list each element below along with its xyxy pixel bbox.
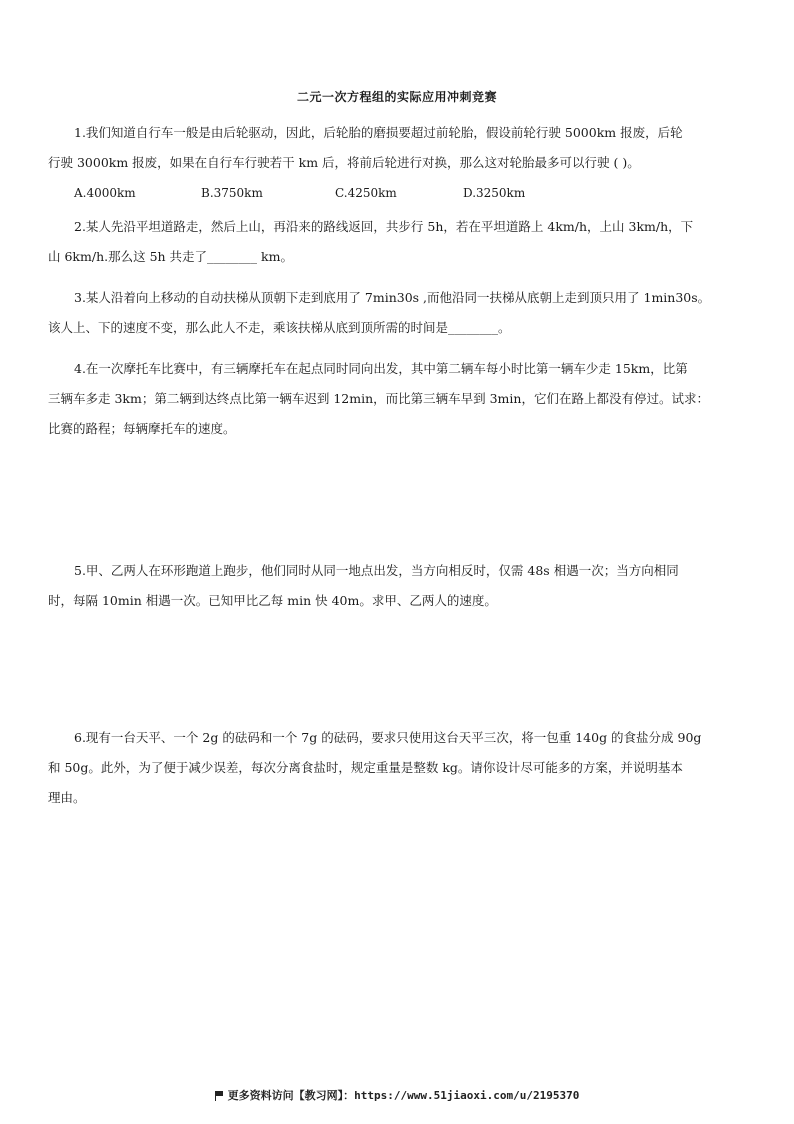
question-3	[48, 283, 748, 343]
page-title: 二元一次方程组的实际应用冲刺竞赛	[296, 90, 497, 104]
option-d: D.3250km	[463, 186, 526, 200]
question-1-line-1: 1.我们知道自行车一般是由后轮驱动，因此，后轮胎的磨损要超过前轮胎，假设前轮行驶 5000km 报废，后轮	[74, 125, 683, 140]
question-2-line-1: 2.某人先沿平坦道路走，然后上山，再沿来的路线返回，共步行 5h，若在平坦道路上 4km/h，上山 3km/h，下	[74, 219, 694, 234]
question-4	[48, 354, 748, 444]
question-1-line-2: 行驶 3000km 报废，如果在自行车行驶若干 km 后，将前后轮进行对换，那么这对轮胎最多可以行驶 ( )。	[48, 155, 640, 170]
question-3-line-1: 3.某人沿着向上移动的自动扶梯从顶朝下走到底用了 7min30s ,而他沿同一扶梯从底朝上走到顶只用了 1min30s。	[74, 290, 711, 305]
question-3-line-2: 该人上、下的速度不变，那么此人不走，乘该扶梯从底到顶所需的时间是________。	[48, 320, 511, 335]
option-c: C.4250km	[335, 186, 397, 200]
option-a: A.4000km	[74, 186, 136, 200]
question-4-line-3: 比赛的路程；每辆摩托车的速度。	[48, 421, 236, 436]
question-6-line-2: 和 50g。此外，为了便于减少误差，每次分离食盐时，规定重量是整数 kg。请你设计尽可能多的方案，并说明基本	[48, 760, 683, 775]
question-1-options	[74, 186, 525, 200]
question-6-line-3: 理由。	[48, 790, 86, 805]
flag-icon	[215, 1091, 224, 1100]
footer-link[interactable]: 更多资料访问【教习网】：https://www.51jiaoxi.com/u/2195370	[227, 1089, 580, 1102]
question-5	[48, 556, 748, 616]
question-5-line-1: 5.甲、乙两人在环形跑道上跑步，他们同时从同一地点出发，当方向相反时，仅需 48s 相遇一次；当方向相同	[74, 563, 679, 578]
footer	[0, 1087, 794, 1103]
question-5-line-2: 时，每隔 10min 相遇一次。已知甲比乙每 min 快 40m。求甲、乙两人的速度。	[48, 593, 497, 608]
question-2	[48, 212, 748, 272]
question-1	[48, 118, 748, 178]
question-4-line-1: 4.在一次摩托车比赛中，有三辆摩托车在起点同时同向出发，其中第二辆车每小时比第一辆车少走 15km，比第	[74, 361, 688, 376]
option-b: B.3750km	[201, 186, 263, 200]
question-6-line-1: 6.现有一台天平、一个 2g 的砝码和一个 7g 的砝码，要求只使用这台天平三次，将一包重 140g 的食盐分成 90g	[74, 730, 702, 745]
question-2-line-2: 山 6km/h.那么这 5h 共走了________ km。	[48, 249, 293, 264]
question-6	[48, 723, 748, 813]
question-4-line-2: 三辆车多走 3km；第二辆到达终点比第一辆车迟到 12min，而比第三辆车早到 3min，它们在路上都没有停过。试求：	[48, 391, 709, 406]
